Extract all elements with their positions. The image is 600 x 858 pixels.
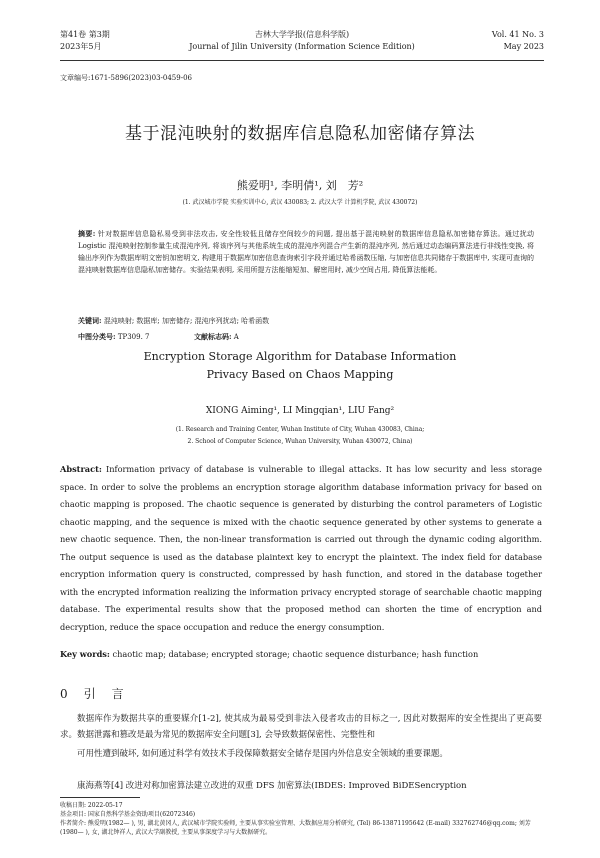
keywords-zh-label: 关键词:: [78, 316, 102, 325]
title-en-line-2: Privacy Based on Chaos Mapping: [206, 368, 394, 381]
footnote-fund: 基金项目: 国家自然科学基金资助项目(62072346): [60, 811, 196, 818]
authors-zh: 熊爱明¹, 李明倩¹, 刘 芳²: [236, 179, 364, 192]
doc-code-value: A: [233, 333, 239, 341]
section-number: 0: [60, 687, 70, 701]
section-title: 引 言: [83, 687, 126, 701]
affiliation-en-2: 2. School of Computer Science, Wuhan University, Wuhan 430072, China): [187, 438, 413, 445]
body-paragraph-3: 康海燕等[4] 改进对称加密算法建立改进的双重 DFS 加密算法(IBDES: Improved BiDESencryption: [77, 781, 467, 791]
keywords-zh: [78, 316, 534, 326]
footnote-author: 作者简介: 熊爱明(1982— ), 男, 湖北黄冈人, 武汉城市学院实验师, 主要从事实验室管理、大数据应用分析研究, (Tel) 86-13871195642 (E-mail) 332762746@qq.com; 刘芳(1980— ), 女, 湖北钟祥人, 武汉大学副教授, 主要从事深度学习与大数据研究。: [60, 820, 531, 836]
abstract-zh-label: 摘要:: [78, 229, 96, 238]
abstract-en-label: Abstract:: [60, 464, 102, 474]
abstract-zh-text: 针对数据库信息隐私易受到非法攻击, 安全性较低且储存空间较少的问题, 提出基于混沌映射的数据库信息隐私加密储存算法。通过扰动 Logistic 混沌映射控制参量生成混沌序列, 将该序列与其他系统生成的混沌序列混合产生新的混沌序列, 然后通过动态编码算法进行非线性变换, 将输出序列作为数据库明文密钥加密明文, 构建用于数据库加密信息查询索引字段并通过哈希函数压缩, 与加密信息共同储存于数据库中, 实现可查询的混沌映射数据库信息隐私加密储存。实验结果表明, 采用所提方法能缩短加、解密用时, 减少空间占用, 降低算法能耗。: [78, 230, 534, 274]
clc-label: 中图分类号:: [78, 332, 116, 341]
volume-issue-en: Vol. 41 No. 3: [491, 30, 544, 39]
keywords-zh-text: 混沌映射; 数据库; 加密储存; 混沌序列扰动; 哈希函数: [103, 317, 270, 325]
volume-issue-zh: 第41卷 第3期: [60, 30, 110, 39]
abstract-en-text: Information privacy of database is vulnerable to illegal attacks. It has low security and less storage space. In order to solve the problems an encryption storage algorithm database information privacy for based on chaotic mapping is proposed. The chaotic sequence is generated by disturbing the control parameters of Logistic chaotic mapping, and the sequence is mixed with the chaotic sequence generated by other systems to generate a new chaotic sequence. Then, the non-linear transformation is carried out through the dynamic coding algorithm. The output sequence is used as the database plaintext key to encrypt the plaintext. The index field for database encryption information query is constructed, compressed by hash function, and stored in the database together with the encrypted information realizing the information privacy encrypted storage of searchable chaotic mapping database. The experimental results show that the proposed method can shorten the time of encryption and decryption, reduce the space occupation and reduce the energy consumption.: [60, 464, 542, 632]
footnote-rule: [60, 797, 140, 798]
abstract-zh: [78, 228, 534, 276]
keywords-en-text: chaotic map; database; encrypted storage; chaotic sequence disturbance; hash function: [112, 649, 479, 659]
section-heading: [60, 685, 140, 702]
doc-code-label: 文献标志码:: [193, 332, 232, 341]
running-header: [60, 22, 544, 61]
journal-name-en: Journal of Jilin University (Information Science Edition): [189, 42, 415, 51]
affiliation-en-1: (1. Research and Training Center, Wuhan Institute of City, Wuhan 430083, China;: [175, 426, 425, 433]
affiliations-en: [0, 424, 600, 448]
title-en: [0, 348, 600, 384]
clc-value: TP309. 7: [117, 333, 150, 341]
body-paragraph-1: 数据库作为数据共享的重要媒介[1-2], 使其成为最易受到非法入侵者攻击的目标之一, 因此对数据库的安全性提出了更高要求。数据泄露和篡改是最为常见的数据库安全问题[3], 会导致数据保密性、完整性和: [60, 714, 542, 740]
footnote-received: 收稿日期: 2022-05-17: [60, 802, 123, 809]
journal-name-zh: 吉林大学学报(信息科学版): [254, 30, 350, 39]
abstract-en: [60, 461, 542, 636]
title-zh: 基于混沌映射的数据库信息隐私加密储存算法: [125, 124, 475, 144]
affiliations-zh: (1. 武汉城市学院 实验实训中心, 武汉 430083; 2. 武汉大学 计算机学院, 武汉 430072): [182, 199, 418, 206]
keywords-en-label: Key words:: [60, 649, 110, 659]
date-zh: 2023年5月: [60, 42, 102, 51]
keywords-en: [60, 648, 542, 660]
article-id: 文章编号:1671-5896(2023)03-0459-06: [60, 74, 192, 82]
body-paragraph-2: 可用性遭到破坏, 如何通过科学有效技术手段保障数据安全储存是国内外信息安全领域的重要课题。: [77, 749, 448, 759]
title-en-line-1: Encryption Storage Algorithm for Database Information: [143, 350, 457, 363]
classification-line: [78, 332, 534, 342]
date-en: May 2023: [503, 42, 544, 51]
authors-en: XIONG Aiming¹, LI Mingqian¹, LIU Fang²: [205, 406, 395, 416]
